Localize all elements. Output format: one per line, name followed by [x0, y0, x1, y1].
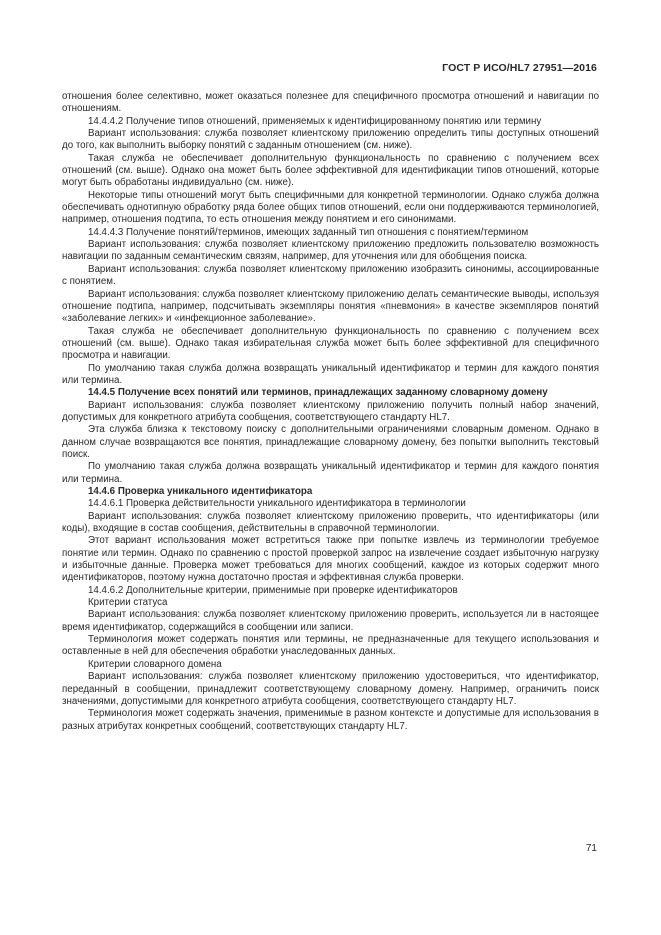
- paragraph: Такая служба не обеспечивает дополнительную функциональность по сравнению с получением всех отношений (см. выше). Однако такая избирательная служба может быть более эффективной для специфичного просмотра и навигации.: [62, 325, 599, 362]
- paragraph: Терминология может содержать значения, применимые в разном контексте и допустимые для использования в разных атрибутах конкретных сообщений, соответствующих стандарту HL7.: [62, 708, 599, 732]
- subsection-heading: 14.4.6.1 Проверка действительности уникального идентификатора в терминологии: [88, 498, 466, 510]
- paragraph: отношения более селективно, может оказаться полезнее для специфичного просмотра отношений и навигации по отношениям.: [62, 91, 599, 115]
- paragraph: Вариант использования: служба позволяет клиентскому приложению делать семантические выводы, используя отношение подтипа, например, подсчитывать экземпляры понятия «пневмония» в качестве экземпляров понятий «заболевание легких» и «инфекционное заболевание».: [62, 288, 599, 325]
- paragraph: Вариант использования: служба позволяет клиентскому приложению проверить, используется ли в настоящее время идентификатор, содержащийся в сообщении или записи.: [62, 609, 599, 633]
- page-number: 71: [585, 843, 597, 854]
- paragraph: Вариант использования: служба позволяет клиентскому приложению получить полный набор значений, допустимых для конкретного атрибута сообщения, соответствующего стандарту HL7.: [62, 399, 599, 423]
- subsection-heading: 14.4.4.2 Получение типов отношений, применяемых к идентифицированному понятию или термину: [88, 115, 542, 127]
- paragraph: Этот вариант использования может встретиться также при попытке извлечь из терминологии требуемое понятие или термин. Однако по сравнению с простой проверкой запрос на извлечение создает избыточную нагрузку и избыточные данные. Проверка может требоваться для многих сообщений, каждое из которых содержит много идентификаторов, поэтому нужна достаточно простая и эффективная служба проверки.: [62, 535, 599, 584]
- criteria-heading: Критерии статуса: [88, 597, 168, 609]
- paragraph: Такая служба не обеспечивает дополнительную функциональность по сравнению с получением всех отношений (см. выше). Однако она может быть более эффективной для идентификации типов отношений, которые могут быть обработаны индивидуально (см. ниже).: [62, 152, 599, 189]
- criteria-heading: Критерии словарного домена: [88, 658, 222, 670]
- paragraph: Вариант использования: служба позволяет клиентскому приложению предложить пользователю возможность навигации по заданным семантическим связям, например, для уточнения или для обобщения поиска.: [62, 239, 599, 263]
- paragraph: Некоторые типы отношений могут быть специфичными для конкретной терминологии. Однако служба должна обеспечивать однотипную обработку ряда более общих типов отношений, если они поддерживаются терминологией, например, отношения подтипа, то есть отношения между понятием и его синонимами.: [62, 189, 599, 226]
- section-heading: 14.4.5 Получение всех понятий или терминов, принадлежащих заданному словарному домену: [88, 387, 548, 399]
- section-heading: 14.4.6 Проверка уникального идентификатора: [88, 486, 313, 497]
- document-header: ГОСТ Р ИСО/HL7 27951—2016: [442, 62, 597, 74]
- paragraph: Вариант использования: служба позволяет клиентскому приложению изобразить синонимы, ассоциированные с понятием.: [62, 263, 599, 288]
- subsection-heading: 14.4.6.2 Дополнительные критерии, применимые при проверке идентификаторов: [88, 584, 458, 596]
- document-body: [62, 91, 599, 733]
- paragraph: По умолчанию такая служба должна возвращать уникальный идентификатор и термин для каждого понятия или термина.: [62, 461, 599, 485]
- paragraph: Терминология может содержать понятия или термины, не предназначенные для текущего использования и оставленные в ней для обеспечения обработки унаследованных данных.: [62, 634, 599, 658]
- paragraph: Эта служба близка к текстовому поиску с дополнительными ограничениями словарным доменом. Однако в данном случае возвращаются все понятия, принадлежащие словарному домену, без попытки выполнить текстовый поиск.: [62, 424, 599, 460]
- paragraph: По умолчанию такая служба должна возвращать уникальный идентификатор и термин для каждого понятия или термина.: [62, 362, 599, 386]
- paragraph: Вариант использования: служба позволяет клиентскому приложению удостовериться, что идентификатор, переданный в сообщении, принадлежит соответствующему словарному домену. Например, ограничить поиск значениями, допустимыми для конкретного атрибута сообщения, соответствующего стандарту HL7.: [62, 671, 599, 707]
- subsection-heading: 14.4.4.3 Получение понятий/терминов, имеющих заданный тип отношения с понятием/термином: [88, 226, 529, 238]
- paragraph: Вариант использования: служба позволяет клиентскому приложению определить типы доступных отношений до того, как выполнить выборку понятий с заданным отношением (см. ниже).: [62, 128, 599, 152]
- paragraph: Вариант использования: служба позволяет клиентскому приложению проверить, что идентификаторы (или коды), входящие в состав сообщения, действительны в справочной терминологии.: [62, 510, 599, 535]
